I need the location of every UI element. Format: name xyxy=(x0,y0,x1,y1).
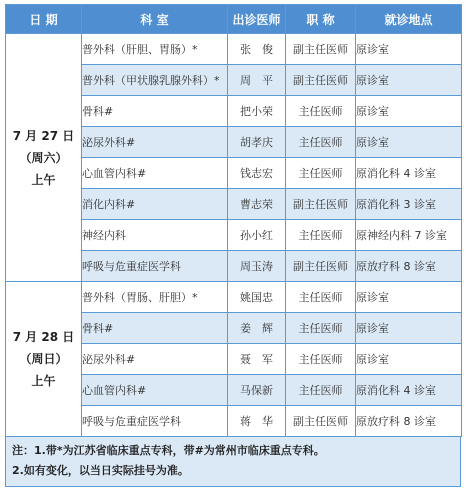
date-weekday: （周日） xyxy=(19,352,68,366)
title-cell: 主任医师 xyxy=(286,282,356,313)
table-row xyxy=(6,34,462,65)
note-line: 注：1.带*为江苏省临床重点专科，带#为常州市临床重点专科。 xyxy=(12,444,325,457)
doctor-cell: 张 俊 xyxy=(228,34,286,65)
dept-cell: 泌尿外科# xyxy=(82,127,228,158)
doctor-cell: 蒋 华 xyxy=(228,406,286,437)
doctor-cell: 姚国忠 xyxy=(228,282,286,313)
dept-cell: 呼吸与危重症医学科 xyxy=(82,406,228,437)
doctor-cell: 胡孝庆 xyxy=(228,127,286,158)
doctor-cell: 姜 辉 xyxy=(228,313,286,344)
dept-cell: 神经内科 xyxy=(82,220,228,251)
title-cell: 主任医师 xyxy=(286,220,356,251)
date-weekday: （周六） xyxy=(19,150,68,165)
doctor-cell: 钱志宏 xyxy=(228,158,286,189)
doctor-cell: 周玉涛 xyxy=(228,251,286,282)
dept-cell: 心血管内科# xyxy=(82,158,228,189)
title-cell: 副主任医师 xyxy=(286,406,356,437)
dept-cell: 普外科（肝胆、胃肠）* xyxy=(82,34,228,65)
dept-cell: 骨科# xyxy=(82,96,228,127)
location-cell: 原放疗科 8 诊室 xyxy=(356,406,462,437)
dept-cell: 普外科（胃肠、肝胆）* xyxy=(82,282,228,313)
header-location: 就诊地点 xyxy=(356,5,462,34)
doctor-cell: 曹志荣 xyxy=(228,189,286,220)
title-cell: 主任医师 xyxy=(286,344,356,375)
location-cell: 原消化科 3 诊室 xyxy=(356,189,462,220)
doctor-cell: 聂 军 xyxy=(228,344,286,375)
title-cell: 主任医师 xyxy=(286,127,356,158)
title-cell: 副主任医师 xyxy=(286,251,356,282)
header-dept: 科 室 xyxy=(82,5,228,34)
title-cell: 主任医师 xyxy=(286,313,356,344)
title-cell: 副主任医师 xyxy=(286,65,356,96)
location-cell: 原诊室 xyxy=(356,96,462,127)
header-title: 职 称 xyxy=(286,5,356,34)
location-cell: 原诊室 xyxy=(356,65,462,96)
location-cell: 原诊室 xyxy=(356,344,462,375)
date-cell xyxy=(6,282,82,437)
schedule-container xyxy=(5,4,461,487)
title-cell: 副主任医师 xyxy=(286,189,356,220)
date-period: 上午 xyxy=(31,172,56,187)
dept-cell: 骨科# xyxy=(82,313,228,344)
location-cell: 原诊室 xyxy=(356,127,462,158)
date-date: 7 月 28 日 xyxy=(12,330,75,344)
location-cell: 原消化科 4 诊室 xyxy=(356,375,462,406)
header-date: 日 期 xyxy=(6,5,82,34)
date-date: 7 月 27 日 xyxy=(12,128,75,143)
dept-cell: 消化内科# xyxy=(82,189,228,220)
location-cell: 原诊室 xyxy=(356,313,462,344)
location-cell: 原诊室 xyxy=(356,282,462,313)
title-cell: 主任医师 xyxy=(286,375,356,406)
date-cell xyxy=(6,34,82,282)
title-cell: 副主任医师 xyxy=(286,34,356,65)
table-row xyxy=(6,282,462,313)
notes-box xyxy=(5,437,461,487)
doctor-cell: 孙小红 xyxy=(228,220,286,251)
header-doctor: 出诊医师 xyxy=(228,5,286,34)
title-cell: 主任医师 xyxy=(286,158,356,189)
dept-cell: 呼吸与危重症医学科 xyxy=(82,251,228,282)
doctor-cell: 把小荣 xyxy=(228,96,286,127)
location-cell: 原放疗科 8 诊室 xyxy=(356,251,462,282)
location-cell: 原诊室 xyxy=(356,34,462,65)
doctor-cell: 马保新 xyxy=(228,375,286,406)
dept-cell: 心血管内科# xyxy=(82,375,228,406)
location-cell: 原消化科 4 诊室 xyxy=(356,158,462,189)
dept-cell: 泌尿外科# xyxy=(82,344,228,375)
header-row xyxy=(6,5,462,34)
schedule-body xyxy=(6,34,462,437)
schedule-table xyxy=(5,4,462,437)
title-cell: 主任医师 xyxy=(286,96,356,127)
location-cell: 原神经内科 7 诊室 xyxy=(356,220,462,251)
dept-cell: 普外科（甲状腺乳腺外科）* xyxy=(82,65,228,96)
date-period: 上午 xyxy=(31,374,56,388)
doctor-cell: 周 平 xyxy=(228,65,286,96)
note-line: 2.如有变化，以当日实际挂号为准。 xyxy=(12,464,189,477)
